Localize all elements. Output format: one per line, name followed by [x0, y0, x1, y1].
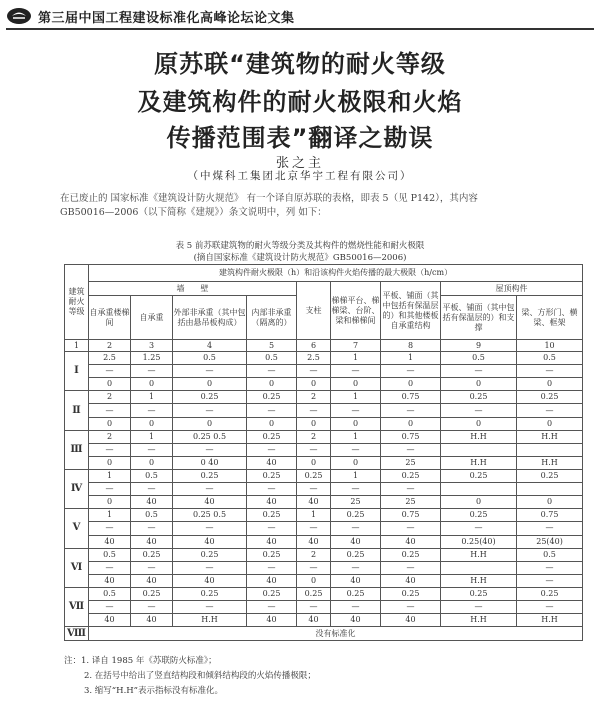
table-cell: 2 — [297, 548, 331, 561]
note-1: 注：1. 译自 1985 年《苏联防火标准》； — [64, 656, 217, 666]
table-cell: H.H — [173, 614, 247, 627]
column-number: 4 — [173, 340, 247, 352]
table-cell — [441, 483, 517, 496]
affiliation: （中煤科工集团北京华宇工程有限公司） — [187, 170, 413, 182]
table-cell: — — [441, 404, 517, 417]
table-cell: 0 — [131, 456, 173, 469]
table-cell: 0.75 — [381, 391, 441, 404]
table-cell: — — [247, 561, 297, 574]
table-cell: — — [131, 365, 173, 378]
column-number: 9 — [441, 340, 517, 352]
column-number: 10 — [517, 340, 583, 352]
table-cell: — — [173, 483, 247, 496]
table-cell: — — [331, 561, 381, 574]
table-cell: — — [131, 404, 173, 417]
table-cell: — — [331, 443, 381, 456]
table-cell: 0 — [89, 378, 131, 391]
table-cell: 2.5 — [89, 352, 131, 365]
table-row — [65, 614, 583, 627]
table-cell: H.H — [517, 430, 583, 443]
column-number: 6 — [297, 340, 331, 352]
table-cell: — — [381, 522, 441, 535]
table-cell: 40 — [131, 574, 173, 587]
table-cell: 0.5 — [247, 352, 297, 365]
table-cell: 40 — [381, 574, 441, 587]
table-cell: — — [131, 601, 173, 614]
table-cell: 0.25 — [517, 391, 583, 404]
table-cell: 40 — [297, 614, 331, 627]
table-cell: 2 — [297, 430, 331, 443]
table-cell: 0 — [517, 378, 583, 391]
table-cell: — — [247, 483, 297, 496]
table-cell: 0 — [331, 417, 381, 430]
table-row — [65, 404, 583, 417]
intro-line-1: 在已废止的 国家标准《建筑设计防火规范》 有一个译自原苏联的表格，即表 5（见 P142），其内容 — [60, 193, 478, 204]
table-cell: — — [131, 443, 173, 456]
table-cell: 40 — [331, 574, 381, 587]
table-cell: — — [381, 483, 441, 496]
table-cell: 0 — [441, 417, 517, 430]
table-cell: 0.25 — [247, 430, 297, 443]
grade-cell: Ⅱ — [65, 391, 89, 430]
table-cell: 0.25 — [331, 509, 381, 522]
table-cell: 0 — [297, 378, 331, 391]
table-cell: 40 — [297, 496, 331, 509]
table-cell: 0.75 — [381, 430, 441, 443]
table-cell: 40 — [247, 535, 297, 548]
column-number: 8 — [381, 340, 441, 352]
table-cell: 1 — [89, 470, 131, 483]
table-cell: 2 — [89, 391, 131, 404]
table-cell: — — [297, 404, 331, 417]
table-cell: 0.75 — [517, 509, 583, 522]
table-row — [65, 509, 583, 522]
column-number: 3 — [131, 340, 173, 352]
table-cell: 0.25 — [247, 548, 297, 561]
table-cell: — — [517, 561, 583, 574]
table-cell: — — [517, 522, 583, 535]
table-cell: — — [297, 483, 331, 496]
table-cell: 40 — [247, 496, 297, 509]
table-cell: 0.25 — [247, 509, 297, 522]
table-cell: 0.25 — [381, 470, 441, 483]
table-cell: H.H — [441, 574, 517, 587]
table-row — [65, 574, 583, 587]
table-cell: — — [297, 601, 331, 614]
table-cell: 0.25 0.5 — [173, 509, 247, 522]
table-cell: 0 — [89, 456, 131, 469]
logo-icon — [6, 7, 32, 25]
table-cell: 40 — [247, 614, 297, 627]
table-row — [65, 627, 583, 641]
table-cell: 0.25 — [131, 587, 173, 600]
table-cell: — — [89, 522, 131, 535]
title-line-3: 传播范围表”翻译之勘误 — [166, 124, 434, 152]
table-cell: 40 — [173, 535, 247, 548]
table-cell: — — [173, 443, 247, 456]
table-cell: — — [381, 601, 441, 614]
table-cell: 0 — [381, 378, 441, 391]
table-cell: 0.25 0.5 — [173, 430, 247, 443]
table-cell: 0.25 — [381, 548, 441, 561]
table-cell — [517, 483, 583, 496]
table-cell: — — [89, 601, 131, 614]
table-cell: — — [331, 365, 381, 378]
table-row — [65, 391, 583, 404]
table-cell: 0.25 — [173, 587, 247, 600]
table-cell: — — [173, 522, 247, 535]
table-cell: — — [517, 601, 583, 614]
column-header: 支柱 — [297, 281, 331, 340]
table-cell: 0.25 — [173, 391, 247, 404]
table-cell: 1 — [331, 470, 381, 483]
column-number: 1 — [65, 340, 89, 352]
bearing-stair-header: 自承重楼梯间 — [89, 296, 131, 340]
table-cell: 0.5 — [131, 470, 173, 483]
table-row — [65, 522, 583, 535]
table-cell: H.H — [441, 430, 517, 443]
table-row — [65, 548, 583, 561]
table-cell: 0.25 — [247, 470, 297, 483]
table-cell: 2.5 — [297, 352, 331, 365]
table-cell: H.H — [441, 456, 517, 469]
table-row — [65, 470, 583, 483]
table-cell: — — [441, 601, 517, 614]
grade-cell: Ⅷ — [65, 627, 89, 641]
table-cell: — — [297, 561, 331, 574]
table-cell: 40 — [247, 456, 297, 469]
table-cell: — — [381, 561, 441, 574]
table-cell: 0.25 — [441, 587, 517, 600]
note-2: 2. 在括号中给出了竖直结构段和倾斜结构段的火焰传播极限； — [84, 671, 316, 681]
table-cell: — — [247, 365, 297, 378]
table-cell: 0 — [247, 378, 297, 391]
running-header — [6, 4, 594, 30]
table-cell: 0.25(40) — [441, 535, 517, 548]
table-cell: 25 — [381, 456, 441, 469]
table-cell: 25(40) — [517, 535, 583, 548]
table-row — [65, 443, 583, 456]
table-cell: 40 — [131, 496, 173, 509]
table-cell: 1.25 — [131, 352, 173, 365]
floor-header: 平板、铺面（其中包括有保温层的）和其他楼板自承重结构 — [381, 281, 441, 340]
table-cell — [517, 443, 583, 456]
table-cell: — — [247, 404, 297, 417]
table-row — [65, 587, 583, 600]
column-number: 5 — [247, 340, 297, 352]
table-cell: 0 — [517, 417, 583, 430]
table-cell: H.H — [517, 456, 583, 469]
table-cell: — — [131, 561, 173, 574]
table-cell: 1 — [297, 509, 331, 522]
not-standardized-cell: 没有标准化 — [89, 627, 583, 641]
table-cell — [441, 443, 517, 456]
table-cell: 40 — [381, 614, 441, 627]
table-cell: — — [441, 522, 517, 535]
table-cell: — — [381, 365, 441, 378]
table-cell: 0.25 — [441, 391, 517, 404]
table-cell: — — [331, 522, 381, 535]
table-cell: 2 — [89, 430, 131, 443]
table-cell: — — [173, 561, 247, 574]
table-cell: 0.5 — [441, 352, 517, 365]
table-row — [65, 496, 583, 509]
table-caption: 表 5 前苏联建筑物的耐火等级分类及其构件的燃烧性能和耐火极限 — [175, 241, 425, 251]
table-cell: — — [173, 365, 247, 378]
table-cell: 1 — [131, 391, 173, 404]
table-row — [65, 378, 583, 391]
table-cell: H.H — [441, 614, 517, 627]
table-row — [65, 483, 583, 496]
table-cell: 0 — [441, 496, 517, 509]
roof-header: 屋顶构件 — [441, 281, 583, 296]
table-cell: — — [441, 365, 517, 378]
span-header: 建筑构件耐火极限（h）和沿该构件火焰传播的最大极限（h/cm） — [89, 265, 583, 282]
table-cell: 0 — [331, 378, 381, 391]
table-cell: 0 — [173, 378, 247, 391]
note-3: 3. 缩写“H.H”表示指标没有标准化。 — [84, 686, 224, 696]
table-cell: — — [517, 365, 583, 378]
table-cell: — — [381, 443, 441, 456]
table-cell: 0.75 — [381, 509, 441, 522]
table-cell: 1 — [381, 352, 441, 365]
table-cell: 0 — [441, 378, 517, 391]
table-cell: 0.25 — [517, 470, 583, 483]
table-cell: 40 — [173, 496, 247, 509]
ext-nonbearing-header: 外部非承重（其中包括由悬吊板构成） — [173, 296, 247, 340]
stairs-header: 梯梯平台、梯梯梁、台阶、梁和梯梯间 — [331, 281, 381, 340]
int-nonbearing-header: 内部非承重（隔离的） — [247, 296, 297, 340]
table-cell: 0.25 — [247, 587, 297, 600]
table-cell: 0 — [517, 496, 583, 509]
table-cell: 40 — [381, 535, 441, 548]
table-cell: — — [297, 522, 331, 535]
table-cell: — — [131, 483, 173, 496]
table-cell: — — [297, 443, 331, 456]
table-cell: 40 — [89, 535, 131, 548]
table-cell: 0.25 — [131, 548, 173, 561]
table-cell: H.H — [441, 548, 517, 561]
table-cell: 0.25 — [173, 470, 247, 483]
table-cell: 0 — [331, 456, 381, 469]
column-number: 2 — [89, 340, 131, 352]
table-cell: 0.5 — [89, 587, 131, 600]
table-cell: 0 — [89, 496, 131, 509]
table-cell: 0.25 — [173, 548, 247, 561]
table-cell: 0 — [131, 417, 173, 430]
table-cell: — — [89, 404, 131, 417]
grade-cell: Ⅶ — [65, 587, 89, 626]
table-cell: 1 — [131, 430, 173, 443]
grade-cell: Ⅵ — [65, 548, 89, 587]
table-cell: 0.5 — [131, 509, 173, 522]
table-cell: 1 — [89, 509, 131, 522]
table-cell: 0 — [89, 417, 131, 430]
table-cell: 25 — [331, 496, 381, 509]
table-cell: 0 — [173, 417, 247, 430]
table-cell: 25 — [381, 496, 441, 509]
table-cell: 0.25 — [517, 587, 583, 600]
table-cell: 40 — [89, 614, 131, 627]
table-cell: 0.25 — [297, 470, 331, 483]
table-row — [65, 535, 583, 548]
table-cell: 0 — [297, 574, 331, 587]
author: 张之主 — [275, 156, 324, 171]
table-cell: 0.25 — [441, 509, 517, 522]
table-cell: 0.5 — [89, 548, 131, 561]
table-cell: 40 — [331, 614, 381, 627]
table-cell: 0.25 — [247, 391, 297, 404]
table-cell: 0 40 — [173, 456, 247, 469]
table-cell: 1 — [331, 430, 381, 443]
table-cell: 0.5 — [517, 352, 583, 365]
table-cell: 0 — [297, 456, 331, 469]
table-cell: 40 — [131, 614, 173, 627]
table-cell: — — [89, 483, 131, 496]
table-cell: 40 — [173, 574, 247, 587]
table-cell: 40 — [297, 535, 331, 548]
table-source: (摘自国家标准《建筑设计防火规范》GB50016—2006) — [193, 253, 407, 263]
table-cell: — — [331, 404, 381, 417]
column-number: 7 — [331, 340, 381, 352]
table-cell: — — [331, 601, 381, 614]
table-cell: — — [247, 443, 297, 456]
table-cell: 40 — [247, 574, 297, 587]
intro-paragraph — [60, 192, 580, 220]
table-cell: 0.25 — [441, 470, 517, 483]
table-row — [65, 365, 583, 378]
table-row — [65, 601, 583, 614]
grade-cell: Ⅲ — [65, 430, 89, 469]
roof-a-header: 平板、铺面（其中包括有保温层的）和支撑 — [441, 296, 517, 340]
title-line-2: 及建筑构件的耐火极限和火焰 — [137, 88, 463, 116]
grade-cell: Ⅰ — [65, 352, 89, 391]
table-cell: 2 — [297, 391, 331, 404]
table-row — [65, 561, 583, 574]
table-row — [65, 430, 583, 443]
fire-resistance-table — [64, 264, 583, 641]
table-cell: 0 — [381, 417, 441, 430]
table-cell: 1 — [331, 391, 381, 404]
column-number-row — [65, 340, 583, 352]
walls-header: 墙 壁 — [89, 281, 297, 296]
intro-line-2: GB50016—2006（以下简称《建规》）条文说明中，列 如下： — [60, 207, 327, 218]
table-cell: — — [131, 522, 173, 535]
table-cell: — — [331, 483, 381, 496]
title-line-1: 原苏联“建筑物的耐火等级 — [154, 50, 446, 78]
table-cell: — — [247, 601, 297, 614]
table-cell: — — [89, 561, 131, 574]
table-cell: 0.5 — [517, 548, 583, 561]
table-cell: — — [247, 522, 297, 535]
table-cell: 40 — [89, 574, 131, 587]
table-cell: — — [173, 404, 247, 417]
table-cell: H.H — [517, 614, 583, 627]
table-row — [65, 417, 583, 430]
table-notes — [64, 654, 316, 699]
col-header-grade: 建筑耐火等级 — [65, 265, 89, 340]
table-row — [65, 352, 583, 365]
table-cell: 0.25 — [331, 587, 381, 600]
table-cell: 0 — [247, 417, 297, 430]
table-cell: — — [517, 574, 583, 587]
table-cell: 1 — [331, 352, 381, 365]
table-cell: 0.25 — [331, 548, 381, 561]
table-cell: — — [297, 365, 331, 378]
table-cell: — — [381, 404, 441, 417]
roof-b-header: 梁、方形门、横梁、框架 — [517, 296, 583, 340]
table-cell: — — [517, 404, 583, 417]
table-cell: 40 — [331, 535, 381, 548]
table-cell: 0.25 — [297, 587, 331, 600]
table-cell: — — [89, 443, 131, 456]
table-cell: — — [173, 601, 247, 614]
table-cell — [441, 561, 517, 574]
self-bearing-header: 自承重 — [131, 296, 173, 340]
grade-cell: Ⅳ — [65, 470, 89, 509]
table-row — [65, 456, 583, 469]
table-cell: 0.25 — [381, 587, 441, 600]
table-cell: — — [89, 365, 131, 378]
grade-cell: Ⅴ — [65, 509, 89, 548]
header-text: 第三届中国工程建设标准化高峰论坛论文集 — [38, 10, 295, 26]
table-cell: 40 — [131, 535, 173, 548]
table-cell: 0 — [131, 378, 173, 391]
table-cell: 0.5 — [173, 352, 247, 365]
table-cell: 0 — [297, 417, 331, 430]
